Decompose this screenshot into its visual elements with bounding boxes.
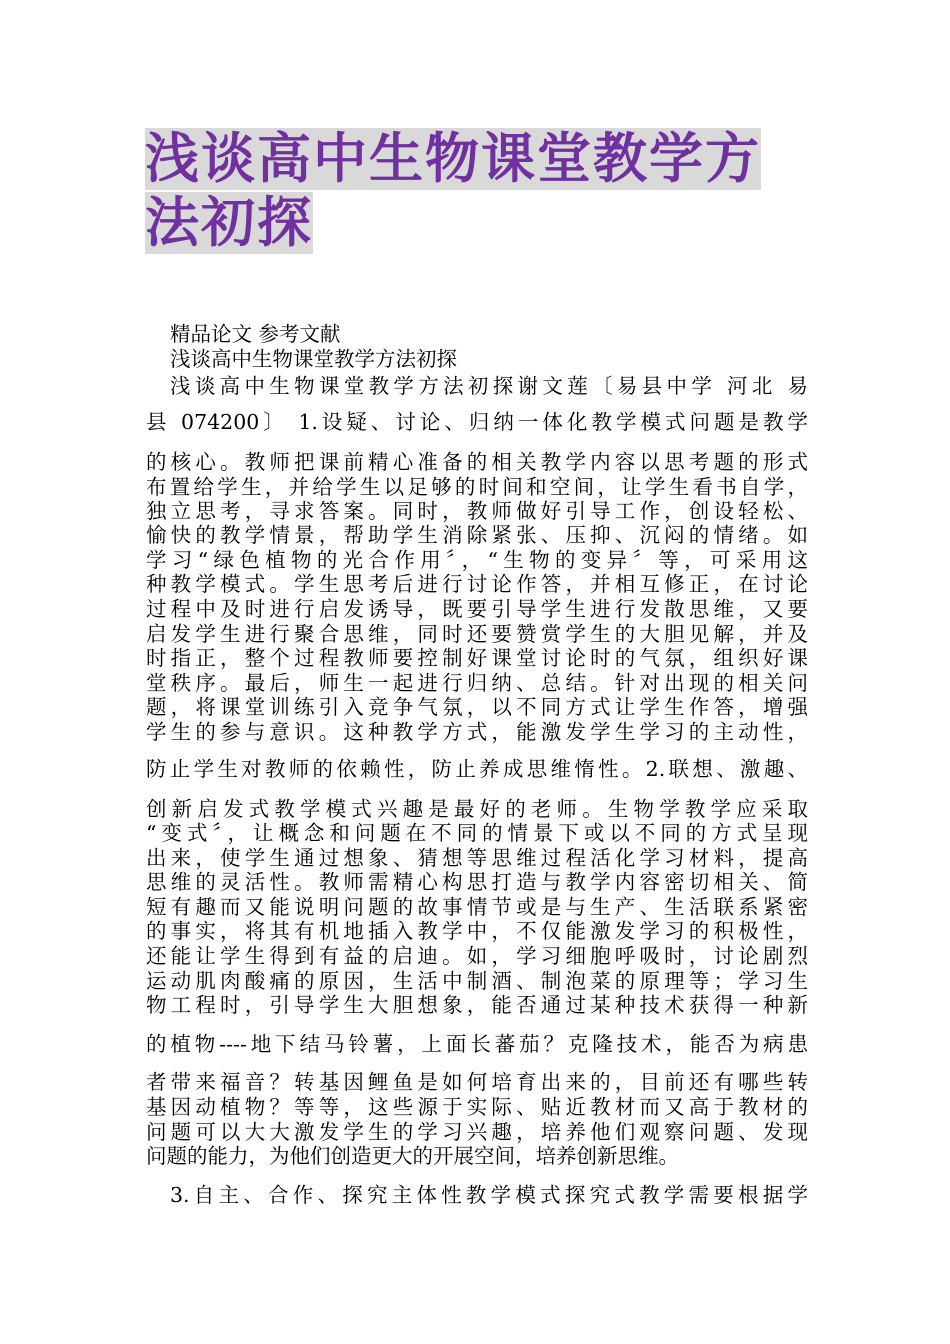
text-line: 学生的参与意识。这种教学方式，能激发学生学习的主动性， (146, 720, 808, 744)
text-line: “变式〞，让概念和问题在不同的情景下或以不同的方式呈现 (146, 821, 808, 845)
text-line: 县 074200〕 1.设疑、讨论、归纳一体化教学模式问题是教学 (146, 410, 808, 434)
text-line: 问题可以大大激发学生的学习兴趣，培养他们观察问题、发现 (146, 1120, 808, 1144)
text-line: 还能让学生得到有益的启迪。如，学习细胞呼吸时，讨论剧烈 (146, 944, 808, 968)
text-line: 防止学生对教师的依赖性，防止养成思维惰性。2.联想、激趣、 (146, 757, 808, 781)
text-line: 物工程时，引导学生大胆想象，能否通过某种技术获得一种新 (146, 993, 808, 1017)
text-line: 的核心。教师把课前精心准备的相关教学内容以思考题的形式 (146, 450, 808, 474)
text-line: 启发学生进行聚合思维，同时还要赞赏学生的大胆见解，并及 (146, 622, 808, 646)
text-line: 浅谈高中生物课堂教学方法初探谢文莲〔易县中学 河北 易 (170, 374, 808, 398)
text-line: 题，将课堂训练引入竞争气氛，以不同方式让学生作答，增强 (146, 695, 808, 719)
text-line: 短有趣而又能说明问题的故事情节或是与生产、生活联系紧密 (146, 895, 808, 919)
text-line: 出来，使学生通过想象、猜想等思维过程活化学习材料，提高 (146, 846, 808, 870)
text-line: 的事实，将其有机地插入教学中，不仅能激发学习的积极性， (146, 919, 808, 943)
text-line: 独立思考，寻求答案。同时，教师做好引导工作，创设轻松、 (146, 499, 808, 523)
text-line: 者带来福音？转基因鲤鱼是如何培育出来的，目前还有哪些转 (146, 1070, 808, 1094)
title-line-1: 浅谈高中生物课堂教学方 (145, 127, 761, 190)
text-line: 愉快的教学情景，帮助学生消除紧张、压抑、沉闷的情绪。如 (146, 523, 808, 547)
text-line: 种教学模式。学生思考后进行讨论作答，并相互修正，在讨论 (146, 572, 808, 596)
text-line: 堂秩序。最后，师生一起进行归纳、总结。针对出现的相关问 (146, 671, 808, 695)
text-line: 时指正，整个过程教师要控制好课堂讨论时的气氛，组织好课 (146, 646, 808, 670)
text-line: 精品论文 参考文献 (170, 322, 341, 346)
text-line: 创新启发式教学模式兴趣是最好的老师。生物学教学应采取 (146, 797, 808, 821)
text-line: 问题的能力，为他们创造更大的开展空间，培养创新思维。 (146, 1144, 679, 1168)
text-line: 思维的灵活性。教师需精心构思打造与教学内容密切相关、简 (146, 870, 808, 894)
text-line: 布置给学生，并给学生以足够的时间和空间，让学生看书自学， (146, 475, 808, 499)
text-line: 学习“绿色植物的光合作用〞，“生物的变异〞等，可采用这 (146, 548, 808, 572)
text-line: 过程中及时进行启发诱导，既要引导学生进行发散思维，又要 (146, 597, 808, 621)
text-line: 的植物----地下结马铃薯，上面长蕃茄？克隆技术，能否为病患 (146, 1032, 808, 1056)
text-line: 运动肌肉酸痛的原因，生活中制酒、制泡菜的原理等；学习生 (146, 969, 808, 993)
title-line-2: 法初探 (145, 191, 313, 254)
text-line: 3.自主、合作、探究主体性教学模式探究式教学需要根据学 (170, 1183, 808, 1207)
text-line: 浅谈高中生物课堂教学方法初探 (170, 347, 457, 371)
text-line: 基因动植物？等等，这些源于实际、贴近教材而又高于教材的 (146, 1095, 808, 1119)
document-title (145, 128, 807, 256)
